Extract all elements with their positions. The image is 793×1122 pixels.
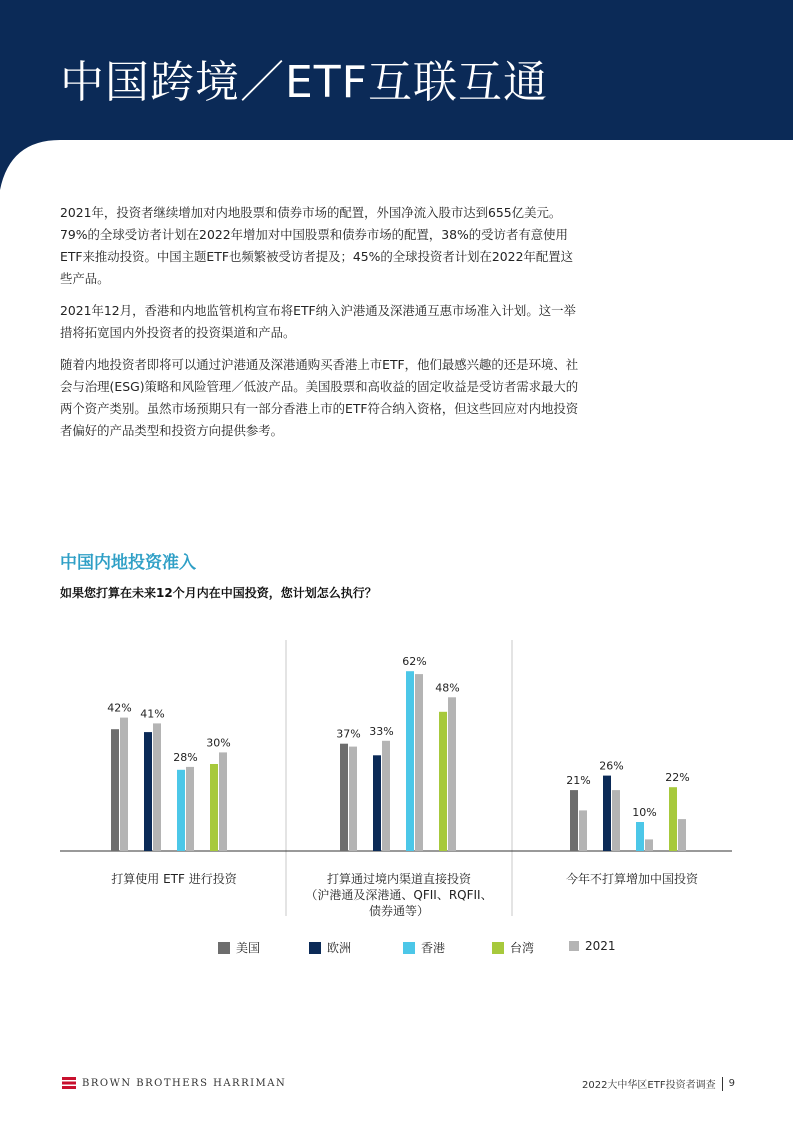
category-label bbox=[64, 871, 284, 887]
legend-item bbox=[569, 939, 616, 953]
legend-swatch bbox=[218, 942, 230, 954]
bar-0-2 bbox=[570, 790, 578, 851]
category-label-line: （沪港通及深港通、QFII、RQFII、 bbox=[305, 888, 493, 902]
data-label: 37% bbox=[336, 727, 361, 741]
category-label-line: 今年不打算增加中国投资 bbox=[565, 872, 698, 886]
category-label-line: 债券通等） bbox=[368, 904, 429, 918]
data-label: 10% bbox=[632, 806, 657, 819]
legend-item bbox=[309, 939, 351, 956]
legend-label: 香港 bbox=[421, 941, 446, 955]
bar-2-1 bbox=[406, 671, 414, 851]
bar-2021-0-1 bbox=[349, 747, 357, 851]
footer-doc-title: 2022大中华区ETF投资者调查 bbox=[581, 1080, 716, 1091]
legend-label: 美国 bbox=[236, 941, 261, 955]
bar-0-1 bbox=[340, 744, 348, 851]
data-label: 28% bbox=[173, 750, 198, 764]
category-label bbox=[522, 871, 742, 887]
section-title: 中国内地投资准入 bbox=[60, 553, 196, 573]
bar-2021-0-0 bbox=[120, 718, 128, 851]
bar-2021-2-1 bbox=[415, 674, 423, 851]
legend-label: 欧洲 bbox=[327, 941, 352, 955]
bar-1-2 bbox=[603, 776, 611, 851]
legend-swatch bbox=[492, 942, 504, 954]
bar-2021-1-0 bbox=[153, 723, 161, 851]
data-label: 48% bbox=[435, 681, 460, 695]
footer-logo bbox=[62, 1077, 286, 1089]
chart-legend bbox=[0, 939, 793, 959]
bar-2021-0-2 bbox=[579, 810, 587, 851]
bar-3-2 bbox=[669, 787, 677, 851]
paragraph-1: 2021年，投资者继续增加对内地股票和债券市场的配置，外国净流入股市达到655亿美元。79%的全球受访者计划在2022年增加对中国股票和债券市场的配置，38%的受访者有意使用ETF来推动投资。中国主题ETF也频繁被受访者提及；45%的全球投资者计划在2022年配置这些产品。 bbox=[60, 205, 574, 286]
footer-page-info bbox=[582, 1076, 735, 1091]
bar-2021-1-2 bbox=[612, 790, 620, 851]
logo-text: BROWN BROTHERS HARRIMAN bbox=[82, 1077, 287, 1089]
data-label: 21% bbox=[566, 774, 591, 788]
bar-2-0 bbox=[177, 770, 185, 851]
bar-2021-3-0 bbox=[219, 752, 227, 851]
bar-2021-2-0 bbox=[186, 767, 194, 851]
data-label: 26% bbox=[599, 759, 624, 773]
bar-2021-1-1 bbox=[382, 741, 390, 851]
legend-swatch bbox=[309, 942, 321, 954]
bar-2-2 bbox=[636, 822, 644, 851]
footer-divider bbox=[722, 1077, 723, 1091]
bar-3-1 bbox=[439, 712, 447, 851]
page-number: 9 bbox=[728, 1078, 735, 1089]
bar-0-0 bbox=[111, 729, 119, 851]
bar-2021-2-2 bbox=[645, 839, 653, 851]
bar-2021-3-1 bbox=[448, 697, 456, 851]
page-title: 中国跨境／ETF互联互通 bbox=[60, 57, 548, 108]
bar-1-0 bbox=[144, 732, 152, 851]
category-label-line: 打算使用 ETF 进行投资 bbox=[111, 872, 237, 886]
legend-swatch bbox=[569, 941, 579, 951]
data-label: 42% bbox=[107, 701, 132, 715]
bbh-logo-icon bbox=[62, 1077, 76, 1089]
data-label: 62% bbox=[402, 655, 427, 669]
bar-1-1 bbox=[373, 755, 381, 851]
data-label: 41% bbox=[140, 707, 165, 721]
legend-label: 台湾 bbox=[510, 941, 535, 955]
paragraph-3: 随着内地投资者即将可以通过沪港通及深港通购买香港上市ETF，他们最感兴趣的还是环境、社会与治理(ESG)策略和风险管理／低波产品。美国股票和高收益的固定收益是受访者需求最大的两个资产类别。虽然市场预期只有一部分香港上市的ETF符合纳入资格，但这些回应对内地投资者偏好的产品类型和投资方向提供参考。 bbox=[60, 357, 579, 438]
legend-item bbox=[492, 939, 534, 956]
legend-label: 2021 bbox=[585, 939, 616, 953]
paragraph-2: 2021年12月，香港和内地监管机构宣布将ETF纳入沪港通及深港通互惠市场准入计划。这一举措将拓宽国内外投资者的投资渠道和产品。 bbox=[60, 303, 576, 340]
data-label: 22% bbox=[665, 771, 690, 785]
category-label-line: 打算通过境内渠道直接投资 bbox=[326, 872, 471, 886]
bar-2021-3-2 bbox=[678, 819, 686, 851]
legend-item bbox=[403, 939, 445, 956]
data-label: 30% bbox=[206, 736, 231, 750]
bar-3-0 bbox=[210, 764, 218, 851]
category-label bbox=[289, 871, 509, 919]
data-label: 33% bbox=[369, 724, 394, 738]
legend-swatch bbox=[403, 942, 415, 954]
chart-question: 如果您打算在未来12个月内在中国投资，您计划怎么执行？ bbox=[60, 586, 377, 600]
legend-item bbox=[218, 939, 260, 956]
